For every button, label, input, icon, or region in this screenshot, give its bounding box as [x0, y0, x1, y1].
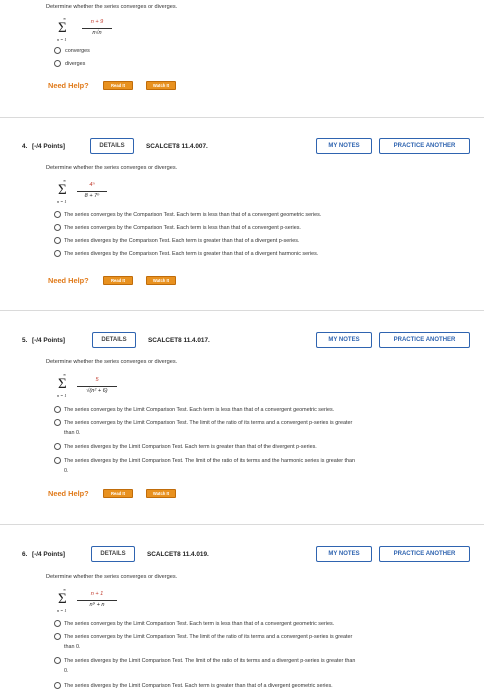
radio-option-3[interactable] — [54, 237, 61, 244]
numerator: n + 1 — [90, 591, 104, 597]
prev-numerator: n + 9 — [90, 19, 104, 25]
radio-option-4[interactable] — [54, 250, 61, 257]
problem-code: SCALCET8 11.4.017. — [148, 337, 210, 344]
denominator: √(n² + 6) — [86, 388, 108, 394]
question-points: [-/4 Points] — [32, 143, 66, 150]
denominator: n⁹ + n — [89, 602, 105, 608]
need-help-label: Need Help? — [48, 81, 89, 90]
sum-bottom: n = 1 — [57, 608, 67, 613]
watch-it-button[interactable]: Watch It — [146, 489, 176, 498]
radio-option-1[interactable] — [54, 211, 61, 218]
option-text-continued: 0. — [64, 468, 69, 474]
option-text: The series converges by the Limit Comparison Test. The limit of the ratio of its terms and a convergent p-series is greater — [64, 420, 353, 426]
fraction-bar — [77, 600, 117, 601]
practice-another-button[interactable]: PRACTICE ANOTHER — [379, 138, 470, 154]
watch-it-button[interactable]: Watch It — [146, 276, 176, 285]
sum-top: ∞ — [63, 178, 67, 183]
option-text-continued: 0. — [64, 668, 69, 674]
my-notes-button[interactable]: MY NOTES — [316, 332, 372, 348]
radio-option-2[interactable] — [54, 419, 61, 426]
option-text-continued: than 0. — [64, 430, 81, 436]
radio-option-4[interactable] — [54, 457, 61, 464]
fraction-bar — [82, 28, 112, 29]
option-text: The series diverges by the Limit Comparison Test. Each term is greater than that of a divergent geometric series. — [64, 683, 333, 689]
fraction-bar — [77, 191, 107, 192]
radio-option-2[interactable] — [54, 633, 61, 640]
my-notes-button[interactable]: MY NOTES — [316, 546, 372, 562]
radio-diverges[interactable] — [54, 60, 61, 67]
read-it-button[interactable]: Read It — [103, 81, 133, 90]
sum-top: ∞ — [63, 372, 67, 377]
read-it-button[interactable]: Read It — [103, 489, 133, 498]
question-prompt: Determine whether the series converges or diverges. — [46, 165, 178, 171]
radio-option-4[interactable] — [54, 682, 61, 689]
details-button[interactable]: DETAILS — [92, 332, 136, 348]
option-text: The series converges by the Comparison Test. Each term is less than that of a convergent geometric series. — [64, 212, 322, 218]
question-points: [-/4 Points] — [32, 551, 66, 558]
option-text: The series diverges by the Limit Comparison Test. The limit of the ratio of its terms and a divergent p-series is greater than — [64, 658, 356, 664]
sum-top: ∞ — [63, 587, 67, 592]
sum-bottom: n = 1 — [57, 199, 67, 204]
problem-code: SCALCET8 11.4.007. — [146, 143, 208, 150]
question-number: 6. — [22, 551, 28, 558]
option-text: The series converges by the Limit Comparison Test. Each term is less than that of a convergent geometric series. — [64, 407, 335, 413]
sigma-symbol: Σ — [58, 182, 67, 198]
radio-option-1[interactable] — [54, 620, 61, 627]
need-help-label: Need Help? — [48, 276, 89, 285]
sigma-symbol: Σ — [58, 591, 67, 607]
prev-denominator: n√n — [92, 30, 102, 36]
option-diverges: diverges — [65, 61, 86, 67]
practice-another-button[interactable]: PRACTICE ANOTHER — [379, 332, 470, 348]
radio-option-1[interactable] — [54, 406, 61, 413]
sigma-symbol: Σ — [58, 376, 67, 392]
practice-another-button[interactable]: PRACTICE ANOTHER — [379, 546, 470, 562]
option-converges: converges — [65, 48, 90, 54]
option-text: The series diverges by the Limit Comparison Test. The limit of the ratio of its terms and the harmonic series is greater than — [64, 458, 356, 464]
radio-converges[interactable] — [54, 47, 61, 54]
option-text: The series diverges by the Comparison Test. Each term is greater than that of a divergent harmonic series. — [64, 251, 319, 257]
question-prompt: Determine whether the series converges or diverges. — [46, 574, 178, 580]
option-text: The series converges by the Comparison Test. Each term is less than that of a convergent p-series. — [64, 225, 301, 231]
numerator: 4ⁿ — [89, 182, 95, 188]
radio-option-3[interactable] — [54, 657, 61, 664]
question-number: 5. — [22, 337, 28, 344]
option-text: The series diverges by the Limit Comparison Test. Each term is greater than that of the divergent p-series. — [64, 444, 317, 450]
sigma-symbol: Σ — [58, 20, 67, 36]
problem-code: SCALCET8 11.4.019. — [147, 551, 209, 558]
question-divider — [0, 524, 484, 525]
option-text: The series diverges by the Comparison Test. Each term is greater than that of a divergent p-series. — [64, 238, 300, 244]
fraction-bar — [77, 386, 117, 387]
watch-it-button[interactable]: Watch It — [146, 81, 176, 90]
sum-bottom: n = 1 — [57, 393, 67, 398]
details-button[interactable]: DETAILS — [91, 546, 135, 562]
denominator: 8 + 7ⁿ — [84, 193, 100, 199]
question-prompt: Determine whether the series converges or diverges. — [46, 359, 178, 365]
prev-sum-top: ∞ — [63, 16, 67, 21]
option-text-continued: than 0. — [64, 644, 81, 650]
radio-option-2[interactable] — [54, 224, 61, 231]
question-number: 4. — [22, 143, 28, 150]
option-text: The series converges by the Limit Comparison Test. The limit of the ratio of its terms and a convergent p-series is greater — [64, 634, 353, 640]
question-divider — [0, 310, 484, 311]
radio-option-3[interactable] — [54, 443, 61, 450]
my-notes-button[interactable]: MY NOTES — [316, 138, 372, 154]
need-help-label: Need Help? — [48, 489, 89, 498]
read-it-button[interactable]: Read It — [103, 276, 133, 285]
prev-sum-bottom: n = 1 — [57, 37, 67, 42]
details-button[interactable]: DETAILS — [90, 138, 134, 154]
question-divider — [0, 117, 484, 118]
numerator: 5 — [95, 377, 99, 383]
question-points: [-/4 Points] — [32, 337, 66, 344]
option-text: The series converges by the Limit Comparison Test. Each term is less than that of a convergent geometric series. — [64, 621, 335, 627]
prev-prompt: Determine whether the series converges or diverges. — [46, 4, 178, 10]
